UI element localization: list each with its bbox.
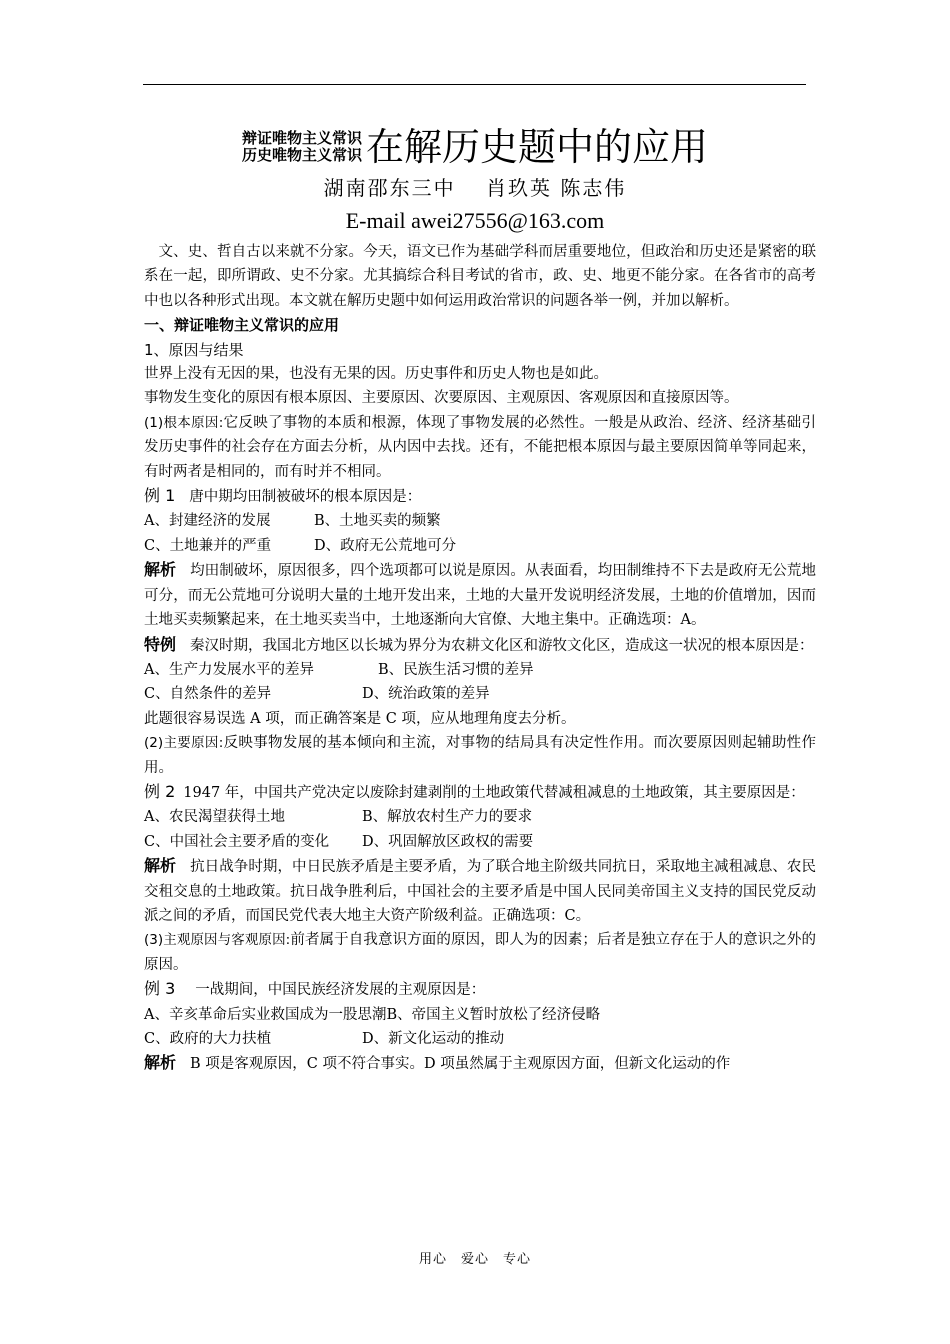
example-1-analysis: 解析 均田制破坏，原因很多，四个选项都可以说是原因。从表面看，均田制维持不下去是政府无公荒地可分，而无公荒地可分说明大量的土地开发出来，土地的大量开发说明经济发展，土地的价值增加，因而土地买卖频繁起来，在土地买卖当中，土地逐渐向大官僚、大地主集中。正确选项：A。: [144, 560, 816, 629]
subjective-cause-paragraph: (3)主观原因与客观原因:前者属于自我意识方面的原因，即人为的因素；后者是独立存在于人的意识之外的原因。: [144, 932, 817, 973]
example-1-question: 例 1 唐中期均田制被破坏的根本原因是：: [144, 486, 422, 506]
analysis-tag: 解析: [144, 856, 177, 876]
root-cause-paragraph: [144, 411, 816, 484]
title-subtitle-stack: [242, 130, 362, 164]
option-c: C、中国社会主要矛盾的变化: [144, 833, 330, 850]
special-options-cd: [144, 682, 816, 706]
article-body: [144, 240, 816, 1077]
example-tag: 例 1: [144, 486, 176, 506]
special-note: 此题很容易误选 A 项，而正确答案是 C 项，应从地理角度去分析。: [144, 710, 576, 727]
example-3-options-ab: [144, 1003, 816, 1027]
option-a: A、农民渴望获得土地: [144, 809, 285, 826]
option-b: B、土地买卖的频繁: [314, 513, 441, 530]
section-heading: 一、辩证唯物主义常识的应用: [144, 316, 340, 335]
example-1-options-ab: [144, 509, 816, 533]
option-a: A、生产力发展水平的差异: [144, 661, 314, 678]
example-tag: 例 3: [144, 979, 176, 999]
subjective-cause-label: (3)主观原因与客观原因:: [144, 932, 291, 949]
option-a: A、封建经济的发展: [144, 513, 271, 530]
example-1-options-cd: [144, 534, 816, 558]
option-c: C、土地兼并的严重: [144, 537, 272, 554]
page-title: 在解历史题中的应用: [366, 125, 709, 169]
option-b: B、帝国主义暂时放松了经济侵略: [386, 1006, 601, 1023]
header-rule: [143, 84, 806, 85]
page-footer: 用心 爱心 专心: [418, 1252, 531, 1267]
option-b: B、民族生活习惯的差异: [378, 661, 534, 678]
option-b: B、解放农村生产力的要求: [362, 809, 533, 826]
intro-paragraph: 文、史、哲自古以来就不分家。今天，语文已作为基础学科而居重要地位，但政治和历史还是紧密的联系在一起，即所谓政、史不分家。尤其搞综合科目考试的省市，政、史、地更不能分家。在各省市的高考中也以各种形式出现。本文就在解历史题中如何运用政治常识的问题各举一例，并加以解析。: [144, 244, 816, 309]
example-2-question: 例 2 1947 年，中国共产党决定以废除封建剥削的土地政策代替减租减息的土地政策，其主要原因是：: [144, 781, 805, 801]
subtitle-line-1: 辩证唯物主义常识: [241, 129, 362, 147]
example-2-options-ab: [144, 805, 816, 829]
analysis-tag: 解析: [144, 1053, 177, 1073]
paragraph: 世界上没有无因的果，也没有无果的因。历史事件和历史人物也是如此。: [144, 366, 608, 383]
option-d: D、新文化运动的推动: [362, 1031, 505, 1047]
subtitle-line-2: 历史唯物主义常识: [241, 146, 362, 164]
example-2-analysis: 解析 抗日战争时期，中日民族矛盾是主要矛盾，为了联合地主阶级共同抗日，采取地主减租减息、农民交租交息的土地政策。抗日战争胜利后，中国社会的主要矛盾是中国人民同美帝国主义支持的国民党反动派之间的矛盾，而国民党代表大地主大资产阶级利益。正确选项：C。: [144, 856, 816, 924]
example-3-question: 例 3 一战期间，中国民族经济发展的主观原因是：: [144, 979, 486, 999]
subsection-heading: 1、原因与结果: [144, 340, 244, 359]
special-options-ab: [144, 658, 816, 682]
title-block: [0, 124, 950, 170]
example-3-analysis: 解析 B 项是客观原因，C 项不符合事实。D 项虽然属于主观原因方面，但新文化运动的作: [144, 1053, 731, 1073]
special-case-question: 特例 秦汉时期，我国北方地区以长城为界分为农耕文化区和游牧文化区，造成这一状况的根本原因是：: [144, 634, 814, 654]
option-c: C、自然条件的差异: [144, 686, 272, 703]
example-2-options-cd: [144, 830, 816, 854]
option-c: C、政府的大力扶植: [144, 1031, 272, 1047]
example-tag: 例 2: [144, 781, 176, 801]
option-d: D、政府无公荒地可分: [314, 537, 457, 554]
special-tag: 特例: [144, 634, 177, 654]
main-cause-paragraph: (2)主要原因:反映事物发展的基本倾向和主流，对事物的结局具有决定性作用。而次要原因则起辅助性作用。: [144, 735, 816, 776]
root-cause-text: 它反映了事物的本质和根源，体现了事物发展的必然性。一般是从政治、经济、经济基础引发历史事件的社会存在方面去分析，从内因中去找。还有，不能把根本原因与最主要原因简单等同起来，有时两者是相同的，而有时并不相同。: [144, 414, 816, 480]
option-d: D、巩固解放区政权的需要: [362, 833, 534, 850]
example-3-options-cd: [144, 1027, 816, 1051]
analysis-tag: 解析: [144, 560, 177, 580]
authors: 湖南邵东三中 肖玖英 陈志伟: [323, 176, 627, 200]
paragraph: 事物发生变化的原因有根本原因、主要原因、次要原因、主观原因、客观原因和直接原因等。: [144, 390, 739, 407]
option-d: D、统治政策的差异: [362, 686, 490, 703]
option-a: A、辛亥革命后实业救国成为一股思潮: [144, 1006, 387, 1023]
main-cause-label: (2)主要原因:: [144, 735, 224, 752]
email: E-mail awei27556@163.com: [345, 208, 605, 233]
root-cause-label: (1)根本原因:: [144, 414, 224, 431]
